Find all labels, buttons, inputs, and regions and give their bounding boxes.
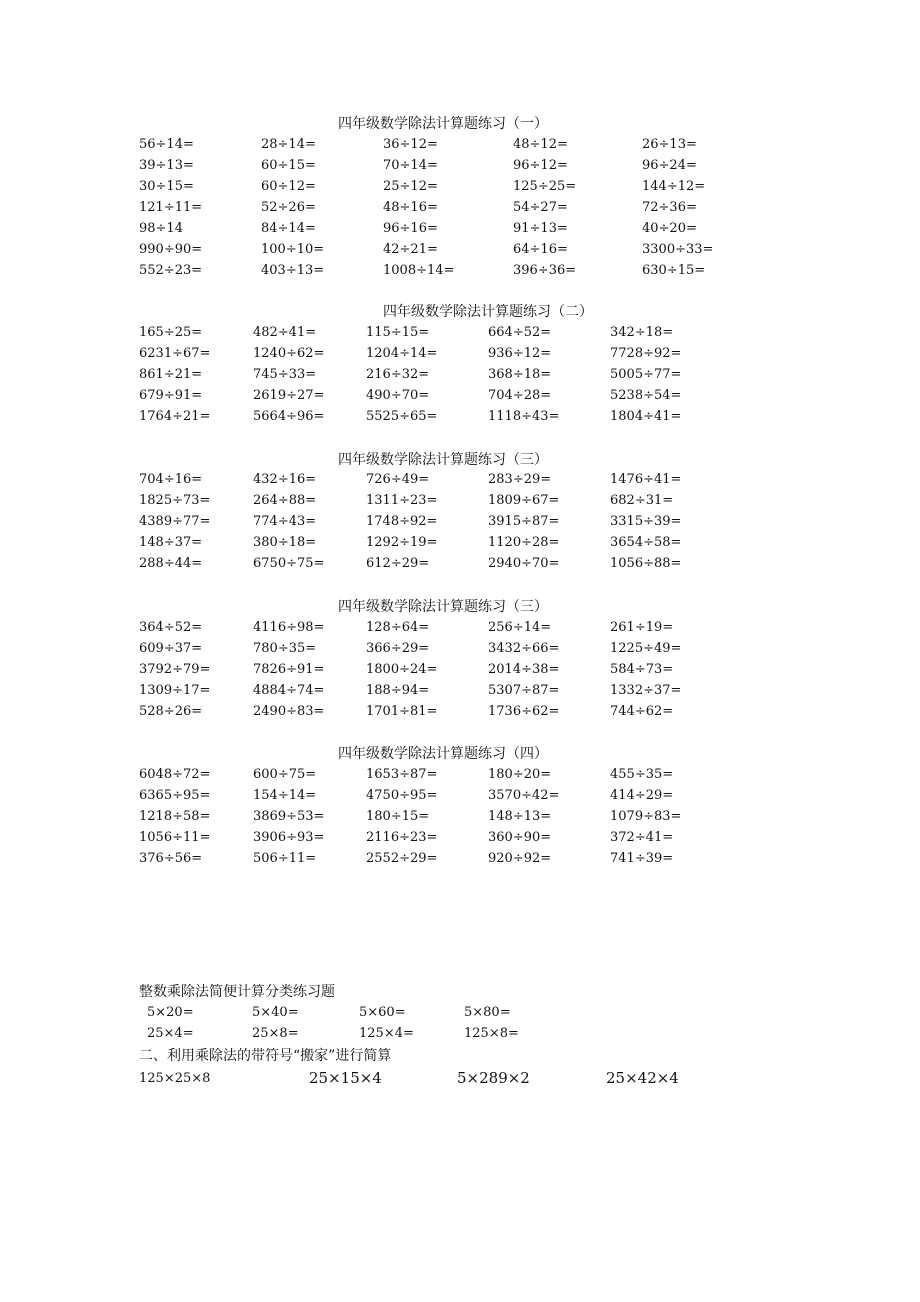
calculation-problem: 25×15×4 bbox=[309, 1069, 382, 1087]
division-problem: 3906÷93= bbox=[253, 830, 325, 845]
section-title: 四年级数学除法计算题练习（一） bbox=[338, 116, 548, 132]
division-problem: 609÷37= bbox=[139, 641, 203, 656]
division-problem: 396÷36= bbox=[513, 263, 577, 278]
division-problem: 1332÷37= bbox=[610, 683, 682, 698]
division-problem: 744÷62= bbox=[610, 704, 674, 719]
division-problem: 364÷52= bbox=[139, 620, 203, 635]
division-problem: 1311÷23= bbox=[366, 493, 438, 508]
division-problem: 1225÷49= bbox=[610, 641, 682, 656]
division-problem: 148÷37= bbox=[139, 535, 203, 550]
division-problem: 1701÷81= bbox=[366, 704, 438, 719]
multiplication-problem: 5×80= bbox=[464, 1005, 511, 1020]
division-problem: 3654÷58= bbox=[610, 535, 682, 550]
division-problem: 261÷19= bbox=[610, 620, 674, 635]
division-problem: 482÷41= bbox=[253, 325, 317, 340]
division-problem: 4750÷95= bbox=[366, 788, 438, 803]
division-problem: 376÷56= bbox=[139, 851, 203, 866]
division-problem: 704÷16= bbox=[139, 472, 203, 487]
calculation-problem: 125×25×8 bbox=[139, 1071, 211, 1086]
division-problem: 366÷29= bbox=[366, 641, 430, 656]
division-problem: 1809÷67= bbox=[488, 493, 560, 508]
division-problem: 1800÷24= bbox=[366, 662, 438, 677]
division-problem: 745÷33= bbox=[253, 367, 317, 382]
division-problem: 3300÷33= bbox=[642, 242, 714, 257]
multiplication-problem: 25×4= bbox=[147, 1026, 194, 1041]
section-title: 四年级数学除法计算题练习（三） bbox=[338, 452, 548, 468]
division-problem: 25÷12= bbox=[383, 179, 438, 194]
division-problem: 72÷36= bbox=[642, 200, 697, 215]
division-problem: 180÷15= bbox=[366, 809, 430, 824]
division-problem: 100÷10= bbox=[261, 242, 325, 257]
section-title: 四年级数学除法计算题练习（三） bbox=[338, 599, 548, 615]
division-problem: 48÷12= bbox=[513, 137, 568, 152]
division-problem: 1079÷83= bbox=[610, 809, 682, 824]
division-problem: 52÷26= bbox=[261, 200, 316, 215]
division-problem: 2619÷27= bbox=[253, 388, 325, 403]
division-problem: 48÷16= bbox=[383, 200, 438, 215]
division-problem: 4116÷98= bbox=[253, 620, 325, 635]
division-problem: 861÷21= bbox=[139, 367, 203, 382]
division-problem: 679÷91= bbox=[139, 388, 203, 403]
division-problem: 98÷14 bbox=[139, 221, 183, 236]
calculation-problem: 5×289×2 bbox=[457, 1069, 530, 1087]
division-problem: 216÷32= bbox=[366, 367, 430, 382]
division-problem: 96÷24= bbox=[642, 158, 697, 173]
division-problem: 342÷18= bbox=[610, 325, 674, 340]
division-problem: 506÷11= bbox=[253, 851, 317, 866]
division-problem: 584÷73= bbox=[610, 662, 674, 677]
division-problem: 920÷92= bbox=[488, 851, 552, 866]
division-problem: 3315÷39= bbox=[610, 514, 682, 529]
division-problem: 26÷13= bbox=[642, 137, 697, 152]
division-problem: 36÷12= bbox=[383, 137, 438, 152]
division-problem: 7728÷92= bbox=[610, 346, 682, 361]
division-problem: 780÷35= bbox=[253, 641, 317, 656]
division-problem: 91÷13= bbox=[513, 221, 568, 236]
multiplication-problem: 5×40= bbox=[252, 1005, 299, 1020]
division-problem: 528÷26= bbox=[139, 704, 203, 719]
division-problem: 6365÷95= bbox=[139, 788, 211, 803]
division-problem: 4884÷74= bbox=[253, 683, 325, 698]
division-problem: 1120÷28= bbox=[488, 535, 560, 550]
division-problem: 1653÷87= bbox=[366, 767, 438, 782]
division-problem: 2116÷23= bbox=[366, 830, 438, 845]
multiplication-problem: 25×8= bbox=[252, 1026, 299, 1041]
division-problem: 1825÷73= bbox=[139, 493, 211, 508]
division-problem: 64÷16= bbox=[513, 242, 568, 257]
division-problem: 414÷29= bbox=[610, 788, 674, 803]
division-problem: 1764÷21= bbox=[139, 409, 211, 424]
division-problem: 1240÷62= bbox=[253, 346, 325, 361]
division-problem: 148÷13= bbox=[488, 809, 552, 824]
division-problem: 5005÷77= bbox=[610, 367, 682, 382]
division-problem: 704÷28= bbox=[488, 388, 552, 403]
division-problem: 125÷25= bbox=[513, 179, 577, 194]
division-problem: 1736÷62= bbox=[488, 704, 560, 719]
division-problem: 630÷15= bbox=[642, 263, 706, 278]
division-problem: 664÷52= bbox=[488, 325, 552, 340]
division-problem: 5664÷96= bbox=[253, 409, 325, 424]
division-problem: 552÷23= bbox=[139, 263, 203, 278]
division-problem: 6231÷67= bbox=[139, 346, 211, 361]
multiplication-problem: 5×60= bbox=[359, 1005, 406, 1020]
division-problem: 1056÷88= bbox=[610, 556, 682, 571]
division-problem: 4389÷77= bbox=[139, 514, 211, 529]
division-problem: 1118÷43= bbox=[488, 409, 560, 424]
calculation-problem: 25×42×4 bbox=[606, 1069, 679, 1087]
division-problem: 188÷94= bbox=[366, 683, 430, 698]
division-problem: 283÷29= bbox=[488, 472, 552, 487]
division-problem: 1056÷11= bbox=[139, 830, 211, 845]
division-problem: 936÷12= bbox=[488, 346, 552, 361]
division-problem: 455÷35= bbox=[610, 767, 674, 782]
division-problem: 70÷14= bbox=[383, 158, 438, 173]
division-problem: 403÷13= bbox=[261, 263, 325, 278]
division-problem: 264÷88= bbox=[253, 493, 317, 508]
division-problem: 1476÷41= bbox=[610, 472, 682, 487]
division-problem: 1804÷41= bbox=[610, 409, 682, 424]
division-problem: 128÷64= bbox=[366, 620, 430, 635]
section-title: 四年级数学除法计算题练习（四） bbox=[338, 746, 548, 762]
division-problem: 368÷18= bbox=[488, 367, 552, 382]
division-problem: 1309÷17= bbox=[139, 683, 211, 698]
division-problem: 5238÷54= bbox=[610, 388, 682, 403]
division-problem: 144÷12= bbox=[642, 179, 706, 194]
division-problem: 121÷11= bbox=[139, 200, 203, 215]
division-problem: 5307÷87= bbox=[488, 683, 560, 698]
division-problem: 2014÷38= bbox=[488, 662, 560, 677]
division-problem: 380÷18= bbox=[253, 535, 317, 550]
division-problem: 3432÷66= bbox=[488, 641, 560, 656]
division-problem: 3915÷87= bbox=[488, 514, 560, 529]
division-problem: 96÷12= bbox=[513, 158, 568, 173]
division-problem: 180÷20= bbox=[488, 767, 552, 782]
division-problem: 39÷13= bbox=[139, 158, 194, 173]
division-problem: 1292÷19= bbox=[366, 535, 438, 550]
division-problem: 40÷20= bbox=[642, 221, 697, 236]
division-problem: 741÷39= bbox=[610, 851, 674, 866]
division-problem: 1204÷14= bbox=[366, 346, 438, 361]
division-problem: 682÷31= bbox=[610, 493, 674, 508]
multiplication-problem: 125×8= bbox=[464, 1026, 519, 1041]
division-problem: 612÷29= bbox=[366, 556, 430, 571]
division-problem: 2940÷70= bbox=[488, 556, 560, 571]
division-problem: 360÷90= bbox=[488, 830, 552, 845]
division-problem: 54÷27= bbox=[513, 200, 568, 215]
division-problem: 115÷15= bbox=[366, 325, 430, 340]
simplify-title: 整数乘除法简便计算分类练习题 bbox=[139, 984, 335, 1000]
division-problem: 1218÷58= bbox=[139, 809, 211, 824]
division-problem: 774÷43= bbox=[253, 514, 317, 529]
division-problem: 30÷15= bbox=[139, 179, 194, 194]
division-problem: 84÷14= bbox=[261, 221, 316, 236]
division-problem: 600÷75= bbox=[253, 767, 317, 782]
multiplication-problem: 125×4= bbox=[359, 1026, 414, 1041]
division-problem: 432÷16= bbox=[253, 472, 317, 487]
division-problem: 6750÷75= bbox=[253, 556, 325, 571]
division-problem: 2552÷29= bbox=[366, 851, 438, 866]
division-problem: 3792÷79= bbox=[139, 662, 211, 677]
division-problem: 3570÷42= bbox=[488, 788, 560, 803]
division-problem: 1008÷14= bbox=[383, 263, 455, 278]
division-problem: 28÷14= bbox=[261, 137, 316, 152]
division-problem: 42÷21= bbox=[383, 242, 438, 257]
division-problem: 288÷44= bbox=[139, 556, 203, 571]
division-problem: 7826÷91= bbox=[253, 662, 325, 677]
division-problem: 490÷70= bbox=[366, 388, 430, 403]
division-problem: 990÷90= bbox=[139, 242, 203, 257]
division-problem: 2490÷83= bbox=[253, 704, 325, 719]
multiplication-problem: 5×20= bbox=[147, 1005, 194, 1020]
division-problem: 1748÷92= bbox=[366, 514, 438, 529]
simplify-subtitle: 二、利用乘除法的带符号“搬家”进行简算 bbox=[139, 1048, 392, 1064]
division-problem: 165÷25= bbox=[139, 325, 203, 340]
division-problem: 56÷14= bbox=[139, 137, 194, 152]
division-problem: 154÷14= bbox=[253, 788, 317, 803]
division-problem: 372÷41= bbox=[610, 830, 674, 845]
division-problem: 60÷15= bbox=[261, 158, 316, 173]
division-problem: 96÷16= bbox=[383, 221, 438, 236]
section-title: 四年级数学除法计算题练习（二） bbox=[383, 304, 593, 320]
division-problem: 256÷14= bbox=[488, 620, 552, 635]
division-problem: 5525÷65= bbox=[366, 409, 438, 424]
division-problem: 726÷49= bbox=[366, 472, 430, 487]
division-problem: 6048÷72= bbox=[139, 767, 211, 782]
division-problem: 60÷12= bbox=[261, 179, 316, 194]
division-problem: 3869÷53= bbox=[253, 809, 325, 824]
